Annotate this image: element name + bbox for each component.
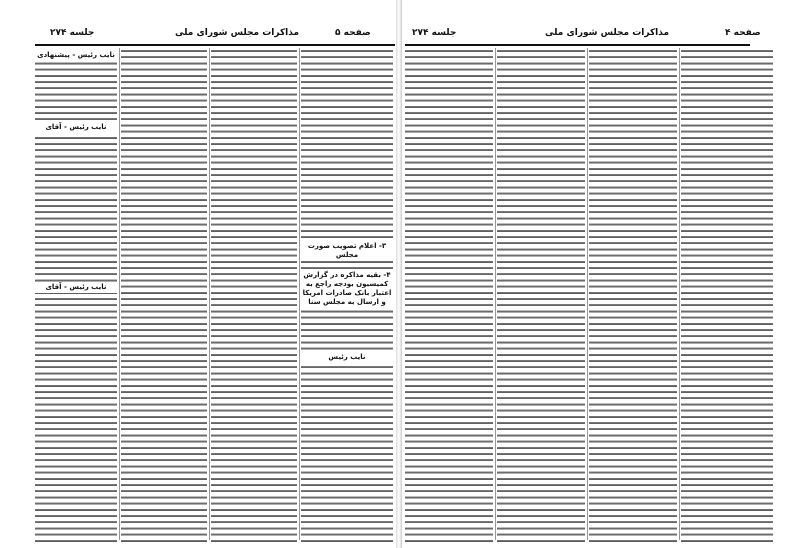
header-rule	[405, 44, 750, 46]
section-heading: نایب رئیس - آقای	[35, 282, 117, 293]
page-number: صفحه ۴	[725, 28, 761, 38]
text-column	[405, 48, 493, 542]
page-title: مذاکرات مجلس شورای ملی	[545, 28, 670, 38]
session-number: جلسه ۲۷۴	[412, 28, 457, 38]
right-page	[400, 0, 800, 548]
text-column	[211, 48, 297, 542]
section-heading: نایب رئیس - پیشنهادی	[35, 50, 117, 61]
text-column	[589, 48, 677, 542]
section-heading: ۳- اعلام تصویب صورت مجلس	[301, 241, 393, 261]
header-rule	[35, 44, 395, 46]
text-column	[121, 48, 207, 542]
page-number: صفحه ۵	[335, 28, 371, 38]
session-number: جلسه ۲۷۴	[50, 28, 95, 38]
section-heading: نایب رئیس	[301, 352, 393, 363]
section-heading: ۴- بقیه مذاکره در گزارش کمیسیون بودجه راجع به اعتبار بانک صادرات امریکا و ارسال به مجلس سنا	[302, 271, 392, 306]
text-column	[681, 48, 773, 542]
text-column	[497, 48, 585, 542]
section-heading: نایب رئیس - آقای	[35, 122, 117, 133]
page-title: مذاکرات مجلس شورای ملی	[175, 28, 300, 38]
